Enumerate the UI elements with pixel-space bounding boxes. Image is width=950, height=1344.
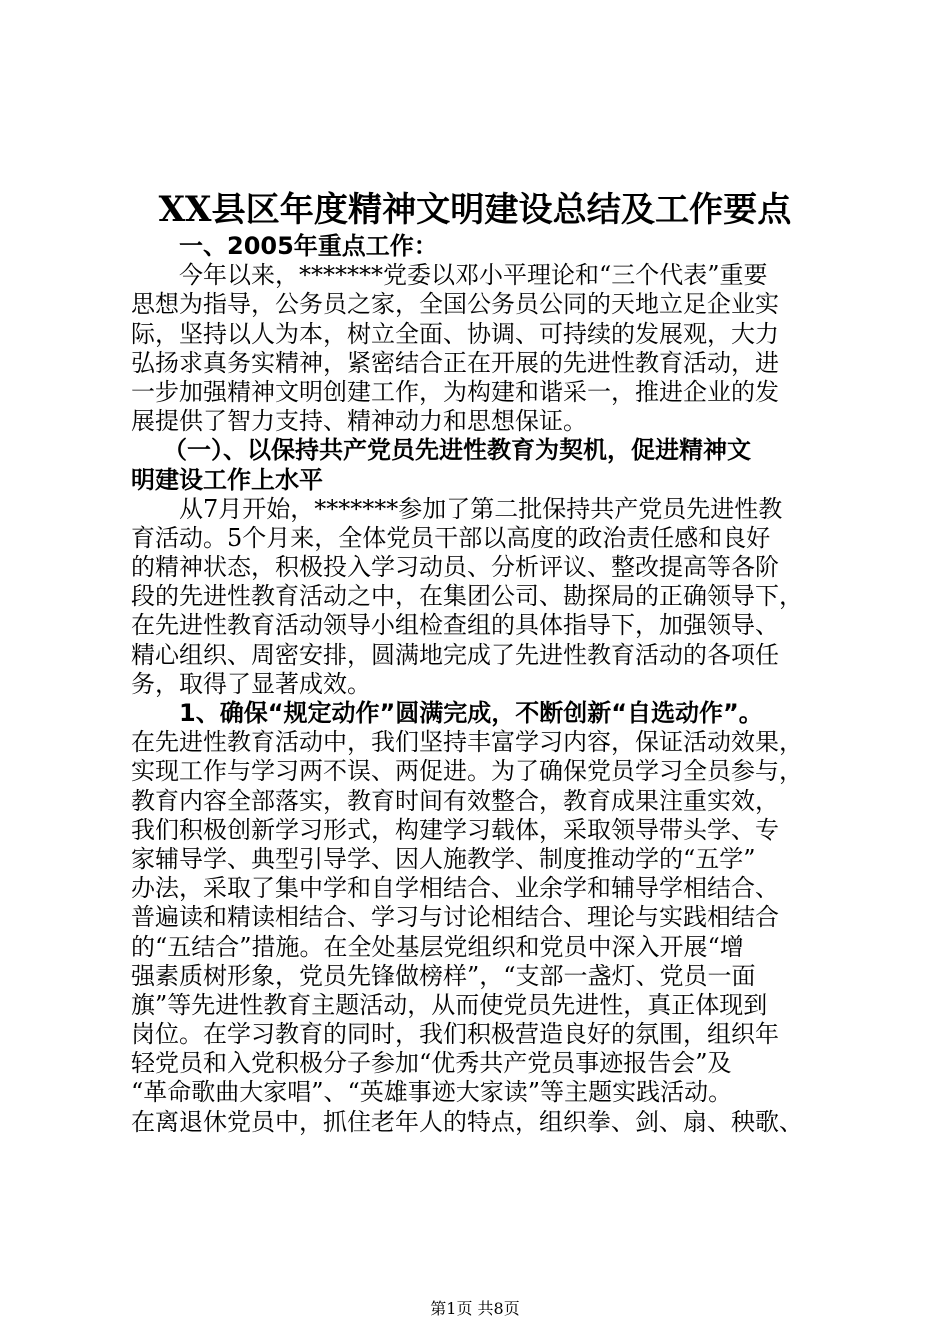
- paragraph-line: 展提供了智力支持、精神动力和思想保证。: [131, 407, 587, 436]
- paragraph-line: 我们积极创新学习形式，构建学习载体，采取领导带头学、专: [131, 815, 779, 844]
- paragraph-line: 家辅导学、典型引导学、因人施教学、制度推动学的“五学”: [131, 844, 756, 873]
- document-body: [131, 232, 831, 1137]
- paragraph-line: 弘扬求真务实精神，紧密结合正在开展的先进性教育活动，进: [131, 348, 779, 377]
- paragraph-line: 普遍读和精读相结合、学习与讨论相结合、理论与实践相结合: [131, 903, 779, 932]
- paragraph-line: 在离退休党员中，抓住老年人的特点，组织拳、剑、扇、秧歌、: [131, 1107, 803, 1136]
- paragraph-line: 育活动。5个月来，全体党员干部以高度的政治责任感和良好: [131, 523, 771, 552]
- paragraph-line: 际，坚持以人为本，树立全面、协调、可持续的发展观，大力: [131, 319, 779, 348]
- paragraph-line: 轻党员和入党积极分子参加“优秀共产党员事迹报告会”及: [131, 1049, 732, 1078]
- paragraph-line: 在先进性教育活动中，我们坚持丰富学习内容，保证活动效果，: [131, 728, 803, 757]
- document-title: XX县区年度精神文明建设总结及工作要点: [158, 190, 792, 230]
- section-heading-line: 一、2005年重点工作：: [179, 232, 438, 260]
- paragraph-line: 段的先进性教育活动之中，在集团公司、勘探局的正确领导下，: [131, 582, 803, 611]
- page-indicator: 第1页 共8页: [430, 1299, 520, 1318]
- section-heading-line: 1、确保“规定动作”圆满完成，不断创新“自选动作”。: [179, 699, 763, 727]
- paragraph-line: 今年以来，*******党委以邓小平理论和“三个代表”重要: [179, 261, 768, 290]
- paragraph-line: 强素质树形象，党员先锋做榜样”，“支部一盏灯、党员一面: [131, 961, 756, 990]
- paragraph-line: 办法，采取了集中学和自学相结合、业余学和辅导学相结合、: [131, 874, 779, 903]
- paragraph-line: 从7月开始，*******参加了第二批保持共产党员先进性教: [179, 494, 783, 523]
- paragraph-line: 旗”等先进性教育主题活动，从而使党员先进性，真正体现到: [131, 990, 768, 1019]
- paragraph-line: 的精神状态，积极投入学习动员、分析评议、整改提高等各阶: [131, 553, 779, 582]
- section-heading-line: 明建设工作上水平: [131, 465, 323, 494]
- paragraph-line: 实现工作与学习两不误、两促进。为了确保党员学习全员参与，: [131, 757, 803, 786]
- paragraph-line: 一步加强精神文明创建工作，为构建和谐采一，推进企业的发: [131, 377, 779, 406]
- paragraph-line: 岗位。在学习教育的同时，我们积极营造良好的氛围，组织年: [131, 1020, 779, 1049]
- paragraph-line: 思想为指导，公务员之家，全国公务员公同的天地立足企业实: [131, 290, 779, 319]
- paragraph-line: “革命歌曲大家唱”、“英雄事迹大家读”等主题实践活动。: [131, 1078, 733, 1107]
- paragraph-line: 在先进性教育活动领导小组检查组的具体指导下，加强领导、: [131, 611, 779, 640]
- section-heading-line: （一）、以保持共产党员先进性教育为契机，促进精神文: [163, 436, 751, 465]
- paragraph-line: 的“五结合”措施。在全处基层党组织和党员中深入开展“增: [131, 932, 744, 961]
- paragraph-line: 教育内容全部落实，教育时间有效整合，教育成果注重实效，: [131, 786, 779, 815]
- paragraph-line: 精心组织、周密安排，圆满地完成了先进性教育活动的各项任: [131, 640, 779, 669]
- paragraph-line: 务，取得了显著成效。: [131, 669, 371, 698]
